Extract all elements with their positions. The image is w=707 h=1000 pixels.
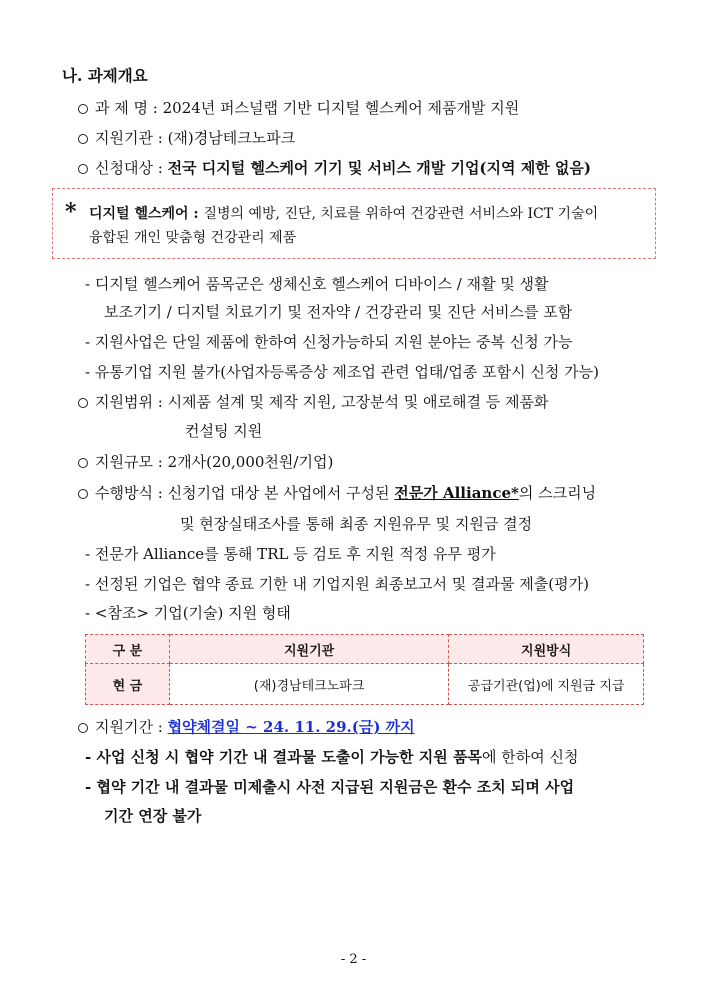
- table-header-row: [86, 635, 644, 664]
- circle-bullet-icon: [78, 134, 88, 144]
- project-name-value: 2024년 퍼스널랩 기반 디지털 헬스케어 제품개발 지원: [162, 99, 520, 117]
- scope-label: 지원범위 :: [95, 393, 168, 411]
- note-line-1: [89, 204, 598, 224]
- table-row: [86, 664, 644, 705]
- circle-bullet-icon: [78, 489, 88, 499]
- page-number: - 2 -: [340, 952, 367, 967]
- dash-item-distribution: - 유통기업 지원 불가(사업자등록증상 제조업 관련 업태/업종 포함시 신청 가능): [85, 363, 599, 381]
- method-text-post: 의 스크리닝: [518, 484, 597, 502]
- scope-line-2: 컨설팅 지원: [185, 422, 263, 440]
- circle-bullet-icon: [78, 723, 88, 733]
- project-name-line: [95, 98, 519, 118]
- circle-bullet-icon: [78, 104, 88, 114]
- dash-item-reference: - <참조> 기업(기술) 지원 형태: [85, 604, 291, 622]
- dash-item-trl-review: - 전문가 Alliance를 통해 TRL 등 검토 후 지원 적정 유무 평가: [85, 545, 496, 563]
- dash-item-single-product: - 지원사업은 단일 제품에 한하여 신청가능하되 지원 분야는 중복 신청 가능: [85, 333, 573, 351]
- table-header: 지원기관: [169, 635, 448, 664]
- agency-label: 지원기관 :: [95, 129, 168, 147]
- dash-item-refund-1: - 협약 기간 내 결과물 미제출시 사전 지급된 지원금은 환수 조치 되며 사업: [85, 778, 575, 796]
- method-line-2: 및 현장실태조사를 통해 최종 지원유무 및 지원금 결정: [180, 515, 533, 533]
- apply-condition-bold: - 사업 신청 시 협약 기간 내 결과물 도출이 가능한 지원 품목: [85, 748, 482, 766]
- target-value: 전국 디지털 헬스케어 기기 및 서비스 개발 기업(지역 제한 없음): [167, 159, 592, 177]
- target-line: [95, 158, 591, 178]
- agency-value: (재)경남테크노파크: [167, 129, 296, 147]
- scale-value: 2개사(20,000천원/기업): [167, 453, 334, 471]
- note-term: 디지털 헬스케어 :: [89, 206, 204, 222]
- note-line-2: 융합된 개인 맞춤형 건강관리 제품: [89, 230, 297, 246]
- project-name-label: 과 제 명 :: [95, 99, 163, 117]
- scale-line: [95, 452, 333, 472]
- method-alliance: 전문가 Alliance*: [394, 484, 519, 502]
- scale-label: 지원규모 :: [95, 453, 168, 471]
- circle-bullet-icon: [78, 398, 88, 408]
- period-value: 협약체결일 ~ 24. 11. 29.(금) 까지: [167, 718, 415, 736]
- period-line: [95, 717, 415, 737]
- circle-bullet-icon: [78, 458, 88, 468]
- apply-condition-post: 에 한하여 신청: [481, 748, 579, 766]
- section-title: 나. 과제개요: [62, 66, 148, 85]
- table-cell: 현 금: [86, 664, 170, 705]
- scope-line-1: [95, 392, 549, 412]
- dash-item-categories-1: - 디지털 헬스케어 품목군은 생체신호 헬스케어 디바이스 / 재활 및 생활: [85, 275, 549, 293]
- target-label: 신청대상 :: [95, 159, 168, 177]
- circle-bullet-icon: [78, 164, 88, 174]
- table-header: 구 분: [86, 635, 170, 664]
- agency-line: [95, 128, 295, 148]
- method-label: 수행방식 :: [95, 484, 168, 502]
- scope-value-1: 시제품 설계 및 제작 지원, 고장분석 및 애로해결 등 제품화: [167, 393, 549, 411]
- asterisk-icon: *: [65, 199, 77, 225]
- table-cell: (재)경남테크노파크: [169, 664, 448, 705]
- dash-item-categories-2: 보조기기 / 디지털 치료기기 및 전자약 / 건강관리 및 진단 서비스를 포함: [104, 303, 573, 321]
- method-text-pre: 신청기업 대상 본 사업에서 구성된: [167, 484, 395, 502]
- dash-item-final-report: - 선정된 기업은 협약 종료 기한 내 기업지원 최종보고서 및 결과물 제출(평가): [85, 575, 589, 593]
- dash-item-refund-2: 기간 연장 불가: [104, 807, 202, 825]
- period-label: 지원기간 :: [95, 718, 168, 736]
- note-text-1: 질병의 예방, 진단, 치료를 위하여 건강관련 서비스와 ICT 기술이: [203, 206, 599, 222]
- table-cell: 공급기관(업)에 지원금 지급: [449, 664, 644, 705]
- method-line-1: [95, 483, 596, 503]
- dash-item-apply-condition: [85, 747, 578, 767]
- table-header: 지원방식: [449, 635, 644, 664]
- support-type-table: [85, 634, 644, 705]
